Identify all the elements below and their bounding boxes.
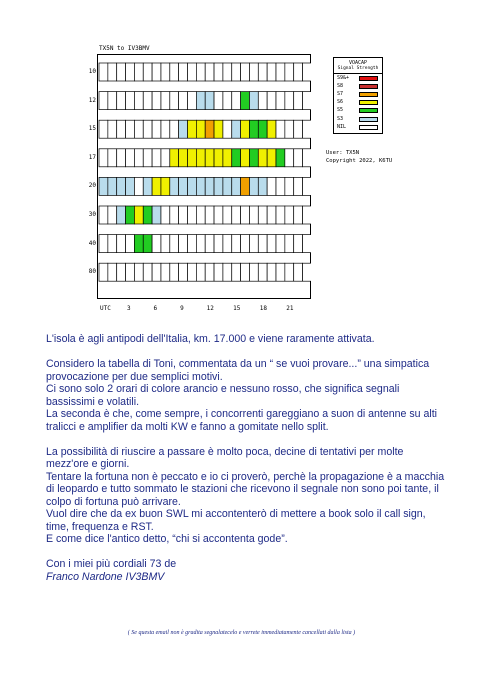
grid-cell-20m-h7 [161, 177, 170, 195]
band-label-80: 80 [88, 268, 96, 276]
band-label-20: 20 [88, 182, 96, 190]
grid-cell-30m-h19 [267, 206, 276, 224]
grid-cell-12m-h12 [205, 92, 214, 110]
grid-cell-12m-h13 [214, 92, 223, 110]
grid-cell-40m-h16 [241, 235, 250, 253]
grid-cell-30m-h15 [232, 206, 241, 224]
legend-label-s8: S8 [337, 83, 344, 90]
grid-cell-17m-h11 [196, 149, 205, 167]
grid-cell-10m-h16 [241, 63, 250, 81]
grid-cell-10m-h6 [152, 63, 161, 81]
grid-cell-12m-h15 [232, 92, 241, 110]
grid-cell-80m-h15 [232, 263, 241, 281]
grid-cell-10m-h15 [232, 63, 241, 81]
grid-cell-80m-h19 [267, 263, 276, 281]
grid-cell-30m-h6 [152, 206, 161, 224]
grid-cell-12m-h9 [179, 92, 188, 110]
email-body [46, 333, 446, 596]
grid-cell-40m-h11 [196, 235, 205, 253]
grid-cell-17m-h12 [205, 149, 214, 167]
grid-cell-17m-h10 [188, 149, 197, 167]
grid-cell-10m-h18 [258, 63, 267, 81]
grid-cell-20m-h21 [285, 177, 294, 195]
text-line: La seconda è che, come sempre, i concorrenti gareggiano a suon di antenne su alti tralicci e amplifier da molti KW e fanno a gomitate nello split. [46, 408, 438, 433]
grid-cell-12m-h19 [267, 92, 276, 110]
legend-subtitle: Signal Strength [337, 66, 379, 71]
grid-cell-40m-h14 [223, 235, 232, 253]
grid-cell-80m-h16 [241, 263, 250, 281]
grid-cell-17m-h1 [108, 149, 117, 167]
grid-cell-17m-h15 [232, 149, 241, 167]
grid-cell-80m-h1 [108, 263, 117, 281]
grid-cell-20m-h2 [117, 177, 126, 195]
grid-cell-10m-h19 [267, 63, 276, 81]
grid-cell-20m-h4 [134, 177, 143, 195]
grid-cell-80m-h12 [205, 263, 214, 281]
grid-cell-10m-h0 [99, 63, 108, 81]
grid-cell-12m-h1 [108, 92, 117, 110]
grid-cell-15m-h15 [232, 120, 241, 138]
grid-cell-10m-h3 [126, 63, 135, 81]
grid-cell-20m-h8 [170, 177, 179, 195]
grid-cell-40m-h18 [258, 235, 267, 253]
band-label-10: 10 [88, 68, 96, 75]
grid-cell-12m-h2 [117, 92, 126, 110]
grid-cell-10m-h12 [205, 63, 214, 81]
grid-cell-30m-h1 [108, 206, 117, 224]
grid-cell-30m-h8 [170, 206, 179, 224]
text-line: La possibilità di riuscire a passare è molto poca, decine di tentativi per molte mezz'ore e giorni. [46, 445, 404, 470]
grid-cell-80m-h17 [249, 263, 258, 281]
propagation-grid [97, 54, 311, 299]
grid-cell-17m-h21 [285, 149, 294, 167]
grid-cell-30m-h22 [294, 206, 303, 224]
grid-cell-17m-h7 [161, 149, 170, 167]
grid-cell-30m-h23 [303, 206, 311, 224]
grid-cell-20m-h18 [258, 177, 267, 195]
band-label-15: 15 [88, 125, 96, 133]
grid-cell-12m-h22 [294, 92, 303, 110]
grid-cell-10m-h23 [303, 63, 311, 81]
grid-cell-12m-h17 [249, 92, 258, 110]
grid-cell-30m-h21 [285, 206, 294, 224]
grid-cell-40m-h17 [249, 235, 258, 253]
grid-cell-80m-h20 [276, 263, 285, 281]
grid-cell-40m-h10 [188, 235, 197, 253]
grid-cell-80m-h11 [196, 263, 205, 281]
grid-cell-12m-h11 [196, 92, 205, 110]
text-line: Tentare la fortuna non è peccato e io ci proverò, perchè la propagazione è a macchia di leopardo e tutto sommato le stazioni che ricevono il segnale non sono poi tante, il colpo di fortuna può arrivare. [46, 470, 445, 508]
grid-cell-10m-h20 [276, 63, 285, 81]
grid-cell-20m-h19 [267, 177, 276, 195]
grid-cell-15m-h3 [126, 120, 135, 138]
grid-cell-40m-h8 [170, 235, 179, 253]
hour-label-0: UTC [100, 305, 111, 312]
grid-cell-17m-h17 [249, 149, 258, 167]
grid-cell-15m-h21 [285, 120, 294, 138]
grid-cell-80m-h8 [170, 263, 179, 281]
grid-cell-40m-h13 [214, 235, 223, 253]
grid-cell-15m-h12 [205, 120, 214, 138]
copyright-line: Copyright 2022, K6TU [326, 158, 393, 164]
grid-cell-30m-h4 [134, 206, 143, 224]
grid-cell-20m-h11 [196, 177, 205, 195]
grid-cell-15m-h5 [143, 120, 152, 138]
grid-cell-80m-h0 [99, 263, 108, 281]
grid-cell-10m-h21 [285, 63, 294, 81]
grid-cell-30m-h9 [179, 206, 188, 224]
grid-cell-17m-h18 [258, 149, 267, 167]
grid-cell-10m-h2 [117, 63, 126, 81]
grid-cell-15m-h19 [267, 120, 276, 138]
legend-swatch-s5 [359, 108, 378, 113]
grid-cell-30m-h3 [126, 206, 135, 224]
grid-cell-15m-h2 [117, 120, 126, 138]
grid-cell-40m-h7 [161, 235, 170, 253]
grid-cell-12m-h7 [161, 92, 170, 110]
user-line: User: TX5N [326, 150, 360, 156]
grid-cell-80m-h4 [134, 263, 143, 281]
grid-cell-30m-h16 [241, 206, 250, 224]
hour-label-15: 15 [233, 305, 241, 312]
grid-cell-40m-h5 [143, 235, 152, 253]
grid-cell-30m-h5 [143, 206, 152, 224]
grid-cell-12m-h21 [285, 92, 294, 110]
grid-cell-20m-h16 [241, 177, 250, 195]
grid-cell-15m-h16 [241, 120, 250, 138]
grid-cell-17m-h6 [152, 149, 161, 167]
hour-label-3: 3 [126, 305, 131, 312]
grid-cell-20m-h17 [249, 177, 258, 195]
band-label-12: 12 [88, 96, 96, 104]
paragraph-chances [46, 446, 446, 546]
grid-cell-15m-h23 [303, 120, 311, 138]
grid-cell-15m-h8 [170, 120, 179, 138]
hour-label-9: 9 [180, 305, 184, 312]
hour-label-12: 12 [206, 305, 214, 312]
grid-cell-17m-h19 [267, 149, 276, 167]
grid-cell-10m-h14 [223, 63, 232, 81]
grid-cell-10m-h10 [188, 63, 197, 81]
grid-cell-80m-h2 [117, 263, 126, 281]
grid-cell-80m-h6 [152, 263, 161, 281]
grid-cell-12m-h8 [170, 92, 179, 110]
legend-swatch-s8 [359, 84, 378, 89]
band-label-40: 40 [88, 239, 96, 247]
grid-cell-30m-h18 [258, 206, 267, 224]
grid-cell-20m-h0 [99, 177, 108, 195]
grid-cell-12m-h5 [143, 92, 152, 110]
grid-cell-15m-h14 [223, 120, 232, 138]
grid-cell-40m-h9 [179, 235, 188, 253]
signature: Franco Nardone IV3BMV [46, 570, 165, 583]
grid-cell-80m-h3 [126, 263, 135, 281]
grid-cell-20m-h3 [126, 177, 135, 195]
grid-cell-12m-h16 [241, 92, 250, 110]
grid-cell-10m-h8 [170, 63, 179, 81]
text-line: Ci sono solo 2 orari di colore arancio e nessuno rosso, che significa segnali bassissimi e volatili. [46, 383, 400, 408]
grid-cell-15m-h9 [179, 120, 188, 138]
grid-cell-12m-h10 [188, 92, 197, 110]
grid-cell-80m-h23 [303, 263, 311, 281]
grid-cell-15m-h7 [161, 120, 170, 138]
grid-cell-10m-h17 [249, 63, 258, 81]
grid-cell-17m-h22 [294, 149, 303, 167]
chart-title: TX5N to IV3BMV [99, 45, 150, 52]
grid-cell-12m-h20 [276, 92, 285, 110]
legend-swatch-s7 [359, 92, 378, 97]
grid-cell-40m-h0 [99, 235, 108, 253]
legend-swatch-nil [359, 125, 378, 130]
grid-cell-10m-h1 [108, 63, 117, 81]
grid-cell-17m-h8 [170, 149, 179, 167]
hour-label-21: 21 [286, 305, 294, 312]
text-line: Considero la tabella di Toni, commentata da un “ se vuoi provare...” una simpatica provocazione per due semplici motivi. [46, 358, 430, 383]
grid-cell-17m-h3 [126, 149, 135, 167]
grid-cell-12m-h14 [223, 92, 232, 110]
grid-cell-20m-h9 [179, 177, 188, 195]
grid-cell-12m-h23 [303, 92, 311, 110]
grid-cell-20m-h6 [152, 177, 161, 195]
grid-cell-10m-h7 [161, 63, 170, 81]
grid-cell-20m-h22 [294, 177, 303, 195]
grid-cell-17m-h23 [303, 149, 311, 167]
signal-legend [333, 57, 383, 134]
grid-cell-40m-h19 [267, 235, 276, 253]
grid-cell-12m-h4 [134, 92, 143, 110]
grid-cell-80m-h22 [294, 263, 303, 281]
band-label-17: 17 [88, 153, 96, 161]
grid-cell-30m-h0 [99, 206, 108, 224]
legend-swatch-s9plus [359, 76, 378, 81]
grid-cell-17m-h13 [214, 149, 223, 167]
grid-cell-20m-h5 [143, 177, 152, 195]
grid-cell-40m-h1 [108, 235, 117, 253]
closing-line: Con i miei più cordiali 73 de [46, 558, 177, 570]
grid-cell-40m-h6 [152, 235, 161, 253]
grid-cell-17m-h0 [99, 149, 108, 167]
grid-cell-30m-h14 [223, 206, 232, 224]
legend-label-s7: S7 [337, 91, 344, 98]
grid-cell-80m-h14 [223, 263, 232, 281]
grid-cell-15m-h6 [152, 120, 161, 138]
grid-cell-10m-h11 [196, 63, 205, 81]
grid-cell-30m-h13 [214, 206, 223, 224]
legend-swatch-s6 [359, 100, 378, 105]
legend-label-s6: S6 [337, 99, 344, 106]
grid-cell-15m-h0 [99, 120, 108, 138]
grid-cell-17m-h16 [241, 149, 250, 167]
grid-cell-80m-h5 [143, 263, 152, 281]
grid-cell-15m-h20 [276, 120, 285, 138]
grid-cell-40m-h3 [126, 235, 135, 253]
grid-cell-30m-h20 [276, 206, 285, 224]
grid-cell-30m-h12 [205, 206, 214, 224]
grid-cell-17m-h20 [276, 149, 285, 167]
grid-cell-20m-h1 [108, 177, 117, 195]
grid-cell-10m-h22 [294, 63, 303, 81]
grid-cell-30m-h11 [196, 206, 205, 224]
legend-swatch-s3 [359, 117, 378, 122]
grid-cell-30m-h17 [249, 206, 258, 224]
paragraph-closing [46, 558, 446, 583]
grid-cell-12m-h3 [126, 92, 135, 110]
text-line: Vuol dire che da ex buon SWL mi accontenterò di mettere a book solo il call sign, time, frequenza e RST. [46, 508, 426, 533]
legend-label-s5: S5 [337, 107, 344, 114]
legend-label-nil: NIL [337, 123, 347, 130]
grid-cell-12m-h6 [152, 92, 161, 110]
chart-user-info [326, 149, 392, 165]
text-line: E come dice l'antico detto, “chi si accontenta gode”. [46, 533, 288, 545]
grid-cell-15m-h13 [214, 120, 223, 138]
grid-cell-30m-h7 [161, 206, 170, 224]
grid-cell-17m-h4 [134, 149, 143, 167]
hour-label-6: 6 [153, 305, 158, 312]
grid-cell-40m-h23 [303, 235, 311, 253]
grid-cell-40m-h12 [205, 235, 214, 253]
grid-cell-17m-h2 [117, 149, 126, 167]
grid-cell-80m-h13 [214, 263, 223, 281]
grid-cell-80m-h9 [179, 263, 188, 281]
grid-cell-80m-h21 [285, 263, 294, 281]
chart-frame [98, 55, 311, 299]
grid-cell-20m-h23 [303, 177, 311, 195]
grid-cell-17m-h5 [143, 149, 152, 167]
paragraph-intro: L'isola è agli antipodi dell'Italia, km. 17.000 e viene raramente attivata. [46, 333, 375, 345]
grid-cell-15m-h22 [294, 120, 303, 138]
legend-title: VOACAP [348, 60, 368, 66]
grid-cell-20m-h12 [205, 177, 214, 195]
grid-cell-12m-h18 [258, 92, 267, 110]
grid-cell-40m-h2 [117, 235, 126, 253]
legend-divider [334, 73, 382, 74]
grid-cell-17m-h9 [179, 149, 188, 167]
grid-cell-40m-h22 [294, 235, 303, 253]
grid-cell-15m-h18 [258, 120, 267, 138]
grid-cell-20m-h20 [276, 177, 285, 195]
hour-label-18: 18 [259, 305, 267, 312]
grid-cell-80m-h10 [188, 263, 197, 281]
grid-cell-10m-h9 [179, 63, 188, 81]
grid-cell-20m-h10 [188, 177, 197, 195]
grid-cell-40m-h21 [285, 235, 294, 253]
grid-cell-10m-h13 [214, 63, 223, 81]
grid-cell-30m-h10 [188, 206, 197, 224]
grid-cell-15m-h4 [134, 120, 143, 138]
legend-label-s9plus: S9&+ [337, 75, 350, 81]
grid-cell-40m-h15 [232, 235, 241, 253]
grid-cell-40m-h4 [134, 235, 143, 253]
grid-cell-15m-h17 [249, 120, 258, 138]
grid-cell-15m-h1 [108, 120, 117, 138]
grid-cell-10m-h4 [134, 63, 143, 81]
grid-cell-12m-h0 [99, 92, 108, 110]
grid-cell-40m-h20 [276, 235, 285, 253]
grid-cell-10m-h5 [143, 63, 152, 81]
grid-cell-20m-h14 [223, 177, 232, 195]
grid-cell-80m-h7 [161, 263, 170, 281]
unsubscribe-note: ( Se questa email non è gradita segnalatecelo e verrete immediatamente cancellati dalla lista ) [127, 630, 356, 636]
grid-cell-17m-h14 [223, 149, 232, 167]
legend-label-s3: S3 [337, 115, 344, 122]
grid-cell-30m-h2 [117, 206, 126, 224]
grid-cell-15m-h10 [188, 120, 197, 138]
grid-cell-20m-h13 [214, 177, 223, 195]
paragraph-opinion [46, 358, 446, 433]
grid-cell-20m-h15 [232, 177, 241, 195]
grid-cell-80m-h18 [258, 263, 267, 281]
grid-cell-15m-h11 [196, 120, 205, 138]
band-label-30: 30 [88, 211, 96, 218]
